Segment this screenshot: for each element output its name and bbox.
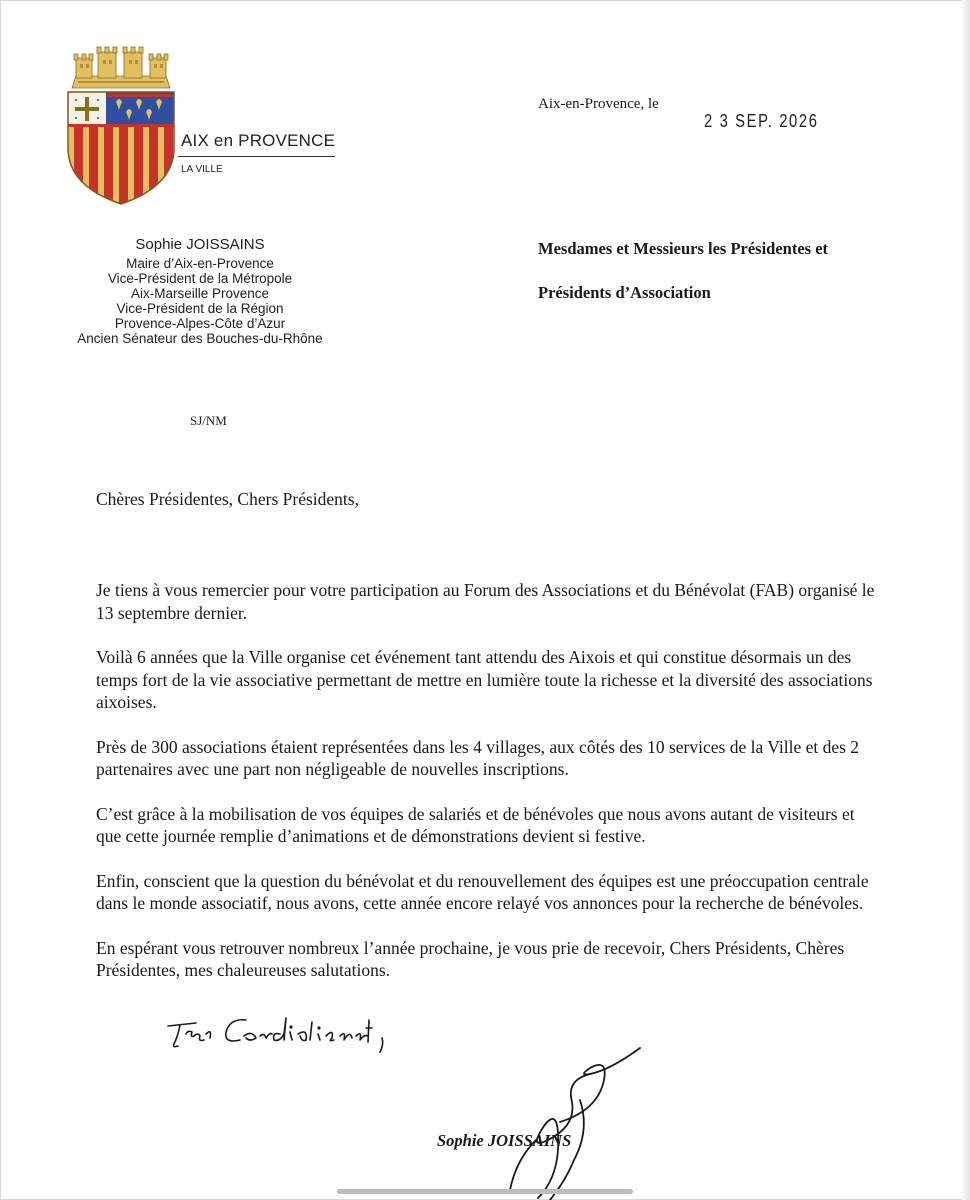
signer-title: Maire d’Aix-en-Provence <box>126 256 274 271</box>
signer-title: Aix-Marseille Provence <box>130 286 270 301</box>
signature-image <box>440 1040 650 1200</box>
reference-code: SJ/NM <box>190 413 227 428</box>
handwritten-closing <box>160 1010 400 1060</box>
recipient-line: Mesdames et Messieurs les Présidentes et <box>538 239 829 258</box>
body-paragraph: C’est grâce à la mobilisation de vos équipes de salariés et de bénévoles que nous avons autant de visiteurs et que cette journée remplie d’animations et de démonstrations devient si festive. <box>96 803 855 846</box>
body-paragraph: Près de 300 associations étaient représentées dans les 4 villages, aux côtés des 10 services de la Ville et des 2 partenaires avec une part non négligeable de nouvelles inscriptions. <box>96 736 860 779</box>
recipient-line: Présidents d’Association <box>538 283 711 302</box>
signer-title: Vice-Président de la Région <box>116 301 284 316</box>
page-edge-shadow <box>962 0 970 1200</box>
signer-block <box>30 237 370 346</box>
signature-name: Sophie JOISSAINS <box>437 1131 572 1150</box>
city-name: AIX en PROVENCE <box>181 131 336 150</box>
city-subtitle: LA VILLE <box>181 164 223 175</box>
body-paragraph: En espérant vous retrouver nombreux l’année prochaine, je vous prie de recevoir, Chers Présidents, Chères Présidentes, mes chaleureuses salutations. <box>96 937 845 980</box>
place-line: Aix-en-Provence, le <box>538 96 659 112</box>
signer-title: Vice-Président de la Métropole <box>107 271 293 286</box>
scroll-indicator[interactable] <box>337 1189 633 1194</box>
salutation: Chères Présidentes, Chers Présidents, <box>96 489 359 509</box>
body-paragraph: Enfin, conscient que la question du bénévolat et du renouvellement des équipes est une préoccupation centrale dans le monde associatif, nous avons, cette année encore relayé vos annonces pour la recherche de bénévoles. <box>96 870 869 913</box>
date-stamp: 2 3 SEP. 2026 <box>704 111 819 131</box>
body-paragraph: Voilà 6 années que la Ville organise cet événement tant attendu des Aixois et qui constitue désormais un des temps fort de la vie associative permettant de mettre en lumière toute la richesse et la diversité des associations aixoises. <box>96 647 873 712</box>
header-divider <box>178 156 335 157</box>
letter-body <box>96 579 876 1004</box>
coat-of-arms-icon <box>58 36 184 208</box>
signer-title: Ancien Sénateur des Bouches-du-Rhône <box>77 331 323 346</box>
recipient-block <box>538 227 828 315</box>
signer-name: Sophie JOISSAINS <box>135 236 265 253</box>
signer-title: Provence-Alpes-Côte d’Azur <box>114 316 286 331</box>
body-paragraph: Je tiens à vous remercier pour votre participation au Forum des Associations et du Bénévolat (FAB) organisé le 13 septembre dernier. <box>96 580 875 623</box>
